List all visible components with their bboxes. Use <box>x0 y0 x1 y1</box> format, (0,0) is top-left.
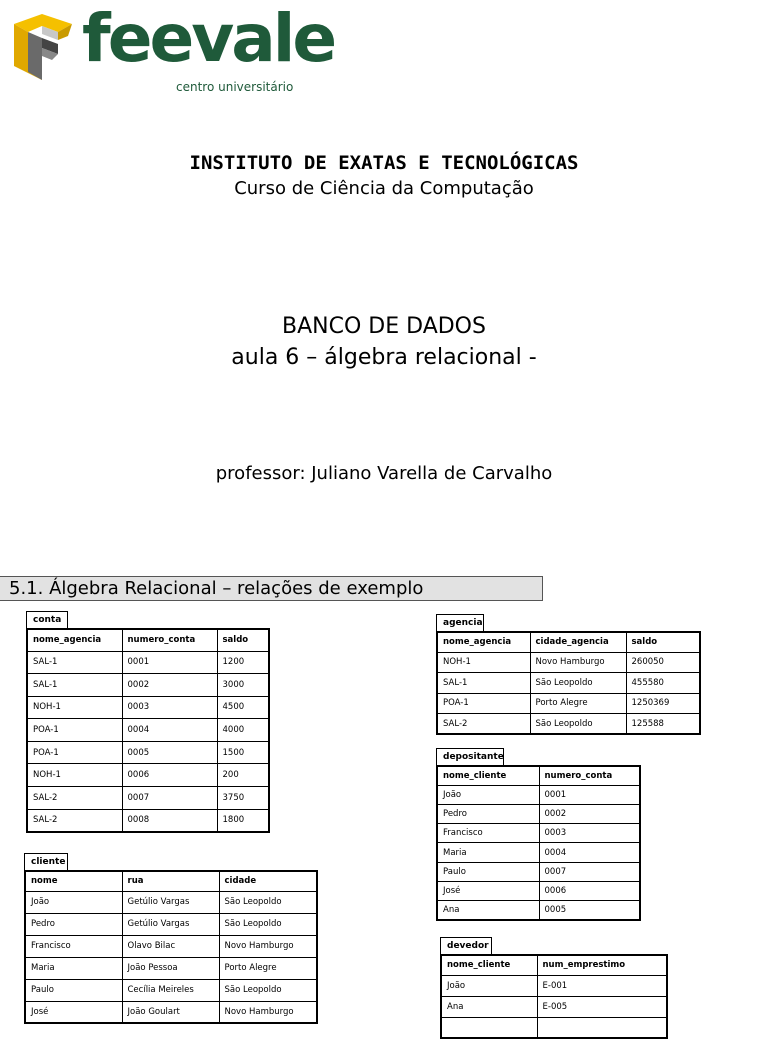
table-row <box>27 741 269 764</box>
table-label: devedor <box>440 937 492 954</box>
table-cell: 125588 <box>626 714 700 735</box>
table-cell: POA-1 <box>27 741 122 764</box>
table-cell <box>441 1017 537 1038</box>
table-cell: João <box>25 891 122 913</box>
table-cell: SAL-1 <box>27 674 122 697</box>
table-cell: 0006 <box>122 764 217 787</box>
column-header: saldo <box>217 629 269 651</box>
table-cell: Cecília Meireles <box>122 979 219 1001</box>
column-header: numero_conta <box>539 766 640 785</box>
table-cell: João <box>441 975 537 996</box>
table-cell: 1250369 <box>626 693 700 714</box>
column-header: nome_cliente <box>441 955 537 975</box>
table-row <box>25 935 317 957</box>
table-cell: 0001 <box>122 651 217 674</box>
table-cell: 0004 <box>122 719 217 742</box>
table-cell: Pedro <box>25 913 122 935</box>
table-cell: 0008 <box>122 809 217 832</box>
relation-table <box>26 628 270 833</box>
table-cell: Getúlio Vargas <box>122 891 219 913</box>
table-depositante <box>436 748 641 921</box>
institute-title: INSTITUTO DE EXATAS E TECNOLÓGICAS <box>189 152 579 174</box>
table-row <box>437 693 700 714</box>
column-header: saldo <box>626 632 700 652</box>
table-header-row <box>441 955 667 975</box>
table-cell: Olavo Bilac <box>122 935 219 957</box>
table-cell: Porto Alegre <box>530 693 626 714</box>
table-cell: Porto Alegre <box>219 957 317 979</box>
table-row <box>437 785 640 804</box>
table-cell: José <box>437 881 539 900</box>
table-cell: 4500 <box>217 696 269 719</box>
table-cell: 4000 <box>217 719 269 742</box>
table-cell: 0003 <box>122 696 217 719</box>
column-header: numero_conta <box>122 629 217 651</box>
column-header: nome <box>25 871 122 891</box>
table-label: depositante <box>436 748 504 765</box>
table-cell: Francisco <box>437 824 539 843</box>
table-row <box>25 891 317 913</box>
table-header-row <box>437 766 640 785</box>
table-cell: João <box>437 785 539 804</box>
table-cell: Maria <box>437 843 539 862</box>
table-row <box>27 674 269 697</box>
table-row <box>437 881 640 900</box>
table-row <box>27 809 269 832</box>
table-header-row <box>437 632 700 652</box>
table-row <box>437 673 700 694</box>
table-cell: Paulo <box>437 862 539 881</box>
table-cell: 0002 <box>122 674 217 697</box>
table-cell: 0001 <box>539 785 640 804</box>
table-cell: 260050 <box>626 652 700 673</box>
table-row <box>441 1017 667 1038</box>
table-row <box>437 901 640 920</box>
column-header: cidade <box>219 871 317 891</box>
table-label: conta <box>26 611 68 628</box>
table-cell: São Leopoldo <box>219 891 317 913</box>
table-label: cliente <box>24 853 68 870</box>
course-name: Curso de Ciência da Computação <box>234 178 534 199</box>
table-cell: 200 <box>217 764 269 787</box>
table-cell: Maria <box>25 957 122 979</box>
table-row <box>25 913 317 935</box>
table-cell: José <box>25 1001 122 1023</box>
table-cell: NOH-1 <box>27 764 122 787</box>
table-cell: NOH-1 <box>437 652 530 673</box>
table-cell: 0007 <box>122 787 217 810</box>
table-cell: Ana <box>441 996 537 1017</box>
feevale-logo <box>12 0 335 100</box>
table-cell: 1500 <box>217 741 269 764</box>
column-header: nome_agencia <box>27 629 122 651</box>
table-row <box>437 652 700 673</box>
table-row <box>437 843 640 862</box>
professor-name: professor: Juliano Varella de Carvalho <box>215 463 553 484</box>
table-cell: Ana <box>437 901 539 920</box>
table-row <box>25 957 317 979</box>
table-cell: João Pessoa <box>122 957 219 979</box>
relation-table <box>436 765 641 921</box>
table-cell: Paulo <box>25 979 122 1001</box>
table-cell: Novo Hamburgo <box>219 1001 317 1023</box>
table-row <box>27 696 269 719</box>
table-cell: 0002 <box>539 804 640 823</box>
table-cell: Novo Hamburgo <box>530 652 626 673</box>
table-row <box>437 824 640 843</box>
table-cell: POA-1 <box>27 719 122 742</box>
logo-subtitle: centro universitário <box>176 80 294 94</box>
table-row <box>437 862 640 881</box>
table-cell: 0007 <box>539 862 640 881</box>
table-cell: Getúlio Vargas <box>122 913 219 935</box>
table-row <box>27 787 269 810</box>
table-agencia <box>436 614 701 735</box>
table-row <box>27 764 269 787</box>
table-cell: Francisco <box>25 935 122 957</box>
table-cell: POA-1 <box>437 693 530 714</box>
column-header: cidade_agencia <box>530 632 626 652</box>
table-cell: São Leopoldo <box>530 673 626 694</box>
lesson-title: BANCO DE DADOS <box>282 314 486 339</box>
logo-wordmark: feevale <box>82 0 335 77</box>
table-cell: SAL-2 <box>27 809 122 832</box>
table-cell: Pedro <box>437 804 539 823</box>
table-row <box>441 975 667 996</box>
section-header <box>0 576 543 601</box>
relation-table <box>440 954 668 1039</box>
table-row <box>25 1001 317 1023</box>
table-row <box>27 651 269 674</box>
table-cell: 0006 <box>539 881 640 900</box>
table-row <box>437 714 700 735</box>
lesson-subtitle: aula 6 – álgebra relacional - <box>231 345 537 370</box>
table-cell: E-001 <box>537 975 667 996</box>
table-header-row <box>25 871 317 891</box>
table-cell: 0004 <box>539 843 640 862</box>
table-cell: 0005 <box>122 741 217 764</box>
column-header: nome_agencia <box>437 632 530 652</box>
table-cell: São Leopoldo <box>219 979 317 1001</box>
table-cell: 455580 <box>626 673 700 694</box>
table-cell: SAL-2 <box>437 714 530 735</box>
section-title: 5.1. Álgebra Relacional – relações de exemplo <box>9 578 424 599</box>
table-cell: 0005 <box>539 901 640 920</box>
table-cell: São Leopoldo <box>530 714 626 735</box>
table-row <box>25 979 317 1001</box>
table-row <box>437 804 640 823</box>
table-row <box>27 719 269 742</box>
table-cell: 0003 <box>539 824 640 843</box>
table-cell: 1800 <box>217 809 269 832</box>
table-cell: São Leopoldo <box>219 913 317 935</box>
table-cell: 3750 <box>217 787 269 810</box>
table-cell: E-005 <box>537 996 667 1017</box>
column-header: num_emprestimo <box>537 955 667 975</box>
column-header: rua <box>122 871 219 891</box>
table-cell: SAL-1 <box>437 673 530 694</box>
table-cell: NOH-1 <box>27 696 122 719</box>
table-cell: João Goulart <box>122 1001 219 1023</box>
table-header-row <box>27 629 269 651</box>
table-cliente <box>24 853 318 1024</box>
table-row <box>441 996 667 1017</box>
table-cell: SAL-1 <box>27 651 122 674</box>
column-header: nome_cliente <box>437 766 539 785</box>
table-cell: 3000 <box>217 674 269 697</box>
table-label: agencia <box>436 614 484 631</box>
relation-table <box>24 870 318 1024</box>
table-cell: SAL-2 <box>27 787 122 810</box>
relation-table <box>436 631 701 735</box>
table-cell: Novo Hamburgo <box>219 935 317 957</box>
table-cell <box>537 1017 667 1038</box>
table-cell: 1200 <box>217 651 269 674</box>
table-conta <box>26 611 270 833</box>
